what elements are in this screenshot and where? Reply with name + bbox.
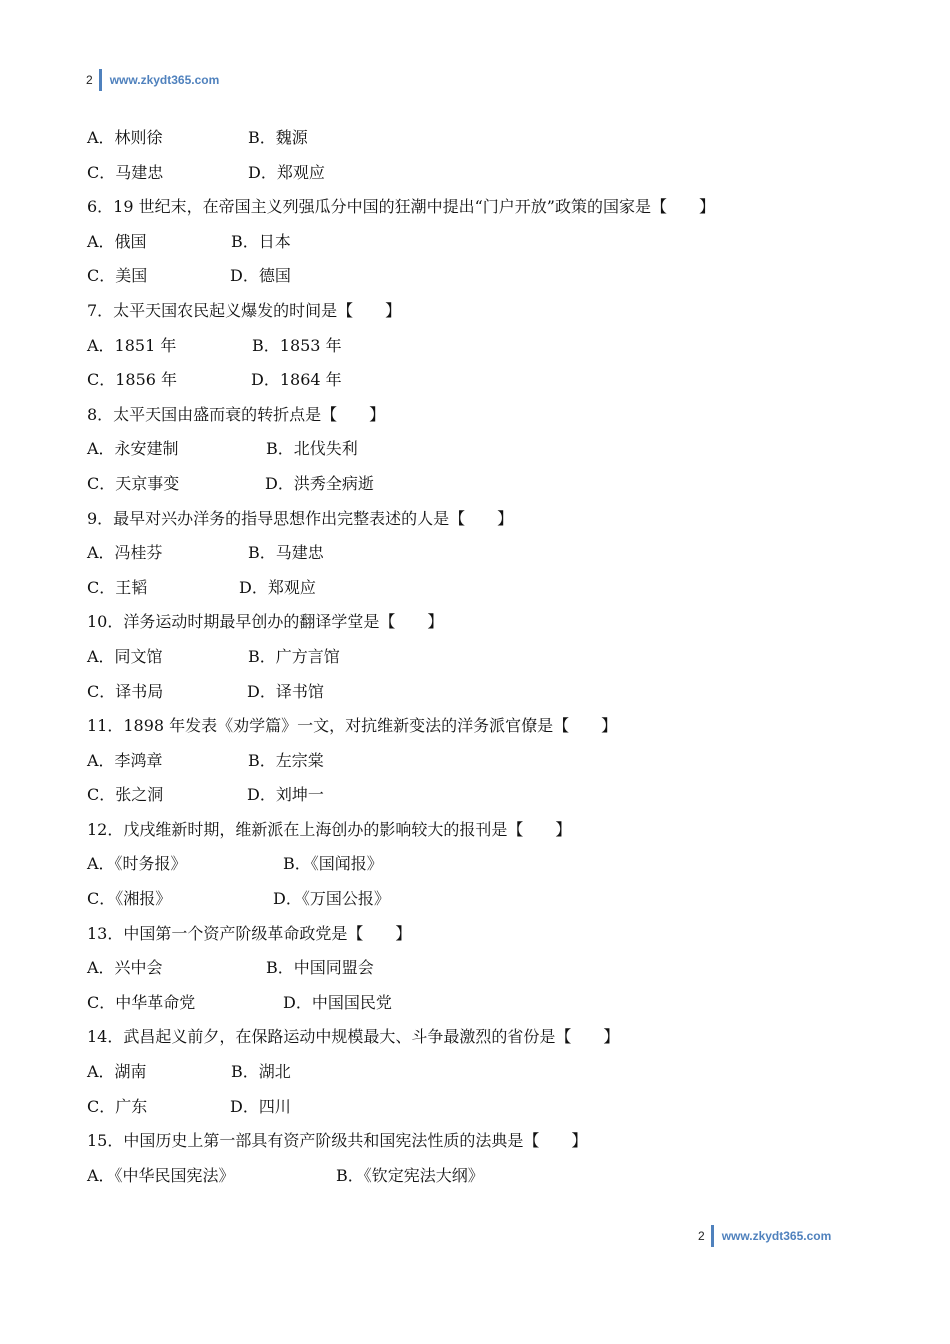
option-left: A．林则徐: [87, 128, 163, 147]
option-right: B．《钦定宪法大纲》: [336, 1165, 484, 1185]
option-left: C．1856 年: [87, 370, 178, 390]
option-left: C．美国: [87, 266, 148, 286]
option-right: B．北伐失利: [266, 439, 358, 459]
options-row: [87, 951, 867, 986]
options-row: [87, 882, 867, 917]
option-left: C．译书局: [87, 681, 164, 701]
page-header: [86, 68, 219, 92]
option-right: D．郑观应: [248, 162, 325, 182]
option-left: C．《湘报》: [87, 889, 172, 909]
question-stem: 12．戊戌维新时期，维新派在上海创办的影响较大的报刊是【 】: [87, 819, 572, 839]
options-row: [87, 121, 867, 156]
option-right: D．1864 年: [251, 370, 342, 390]
header-page-number: 2: [86, 73, 93, 87]
option-right: D．译书馆: [247, 681, 324, 701]
option-left: A．《时务报》: [87, 854, 187, 874]
options-row: [87, 329, 867, 364]
options-row: [87, 571, 867, 606]
option-left: A．1851 年: [87, 335, 177, 355]
options-row: [87, 778, 867, 813]
question-stem: 7．太平天国农民起义爆发的时间是【 】: [87, 300, 402, 320]
options-row: [87, 1159, 867, 1194]
question-stem: 8．太平天国由盛而衰的转折点是【 】: [87, 404, 386, 424]
option-right: B．中国同盟会: [266, 958, 374, 978]
option-left: C．中华革命党: [87, 992, 196, 1012]
question-stem: 9．最早对兴办洋务的指导思想作出完整表述的人是【 】: [87, 508, 514, 528]
option-right: B．马建忠: [248, 543, 324, 563]
option-right: D．中国国民党: [283, 992, 392, 1012]
option-left: A．永安建制: [87, 439, 179, 459]
question-stem: 11．1898 年发表《劝学篇》一文，对抗维新变法的洋务派官僚是【 】: [87, 716, 618, 736]
question-stem: 15．中国历史上第一部具有资产阶级共和国宪法性质的法典是【 】: [87, 1131, 588, 1151]
options-row: [87, 847, 867, 882]
option-right: B．魏源: [248, 128, 308, 147]
footer-accent-bar: [711, 1225, 714, 1247]
option-left: A．《中华民国宪法》: [87, 1165, 235, 1185]
options-row: [87, 156, 867, 191]
option-right: D．德国: [230, 266, 291, 286]
option-left: C．天京事变: [87, 473, 180, 493]
option-left: A．冯桂芬: [87, 543, 163, 563]
option-right: B．左宗棠: [248, 750, 324, 770]
footer-site-url: www.zkydt365.com: [721, 1229, 832, 1243]
options-row: [87, 1090, 867, 1125]
question-stem: 10．洋务运动时期最早创办的翻译学堂是【 】: [87, 612, 444, 632]
options-row: [87, 363, 867, 398]
header-site-url: www.zkydt365.com: [109, 73, 220, 87]
options-row: [87, 640, 867, 675]
options-row: [87, 467, 867, 502]
question-list: [87, 121, 867, 1193]
option-left: A．俄国: [87, 231, 147, 251]
option-right: B．《国闻报》: [283, 854, 383, 874]
option-left: C．王韬: [87, 577, 148, 597]
question-stem: 6．19 世纪末，在帝国主义列强瓜分中国的狂潮中提出“门户开放”政策的国家是【 】: [87, 197, 715, 217]
options-row: [87, 986, 867, 1021]
options-row: [87, 675, 867, 710]
option-right: D．《万国公报》: [273, 889, 390, 909]
page-footer: [698, 1224, 831, 1248]
option-right: B．广方言馆: [248, 646, 340, 666]
option-left: C．张之洞: [87, 785, 164, 805]
option-right: D．四川: [230, 1096, 291, 1116]
option-left: C．马建忠: [87, 162, 164, 182]
option-right: D．刘坤一: [247, 785, 324, 805]
option-left: C．广东: [87, 1096, 148, 1116]
option-right: B．日本: [231, 231, 291, 251]
options-row: [87, 259, 867, 294]
options-row: [87, 1055, 867, 1090]
option-left: A．湖南: [87, 1062, 147, 1082]
options-row: [87, 536, 867, 571]
options-row: [87, 225, 867, 260]
option-right: B．湖北: [231, 1062, 291, 1082]
footer-page-number: 2: [698, 1229, 705, 1243]
question-stem: 13．中国第一个资产阶级革命政党是【 】: [87, 923, 412, 943]
option-left: A．同文馆: [87, 646, 163, 666]
option-left: A．李鸿章: [87, 750, 163, 770]
question-stem: 14．武昌起义前夕，在保路运动中规模最大、斗争最激烈的省份是【 】: [87, 1027, 620, 1047]
option-right: B．1853 年: [252, 335, 342, 355]
option-right: D．郑观应: [239, 577, 316, 597]
options-row: [87, 432, 867, 467]
option-right: D．洪秀全病逝: [265, 473, 374, 493]
options-row: [87, 744, 867, 779]
option-left: A．兴中会: [87, 958, 163, 978]
header-accent-bar: [99, 69, 102, 91]
